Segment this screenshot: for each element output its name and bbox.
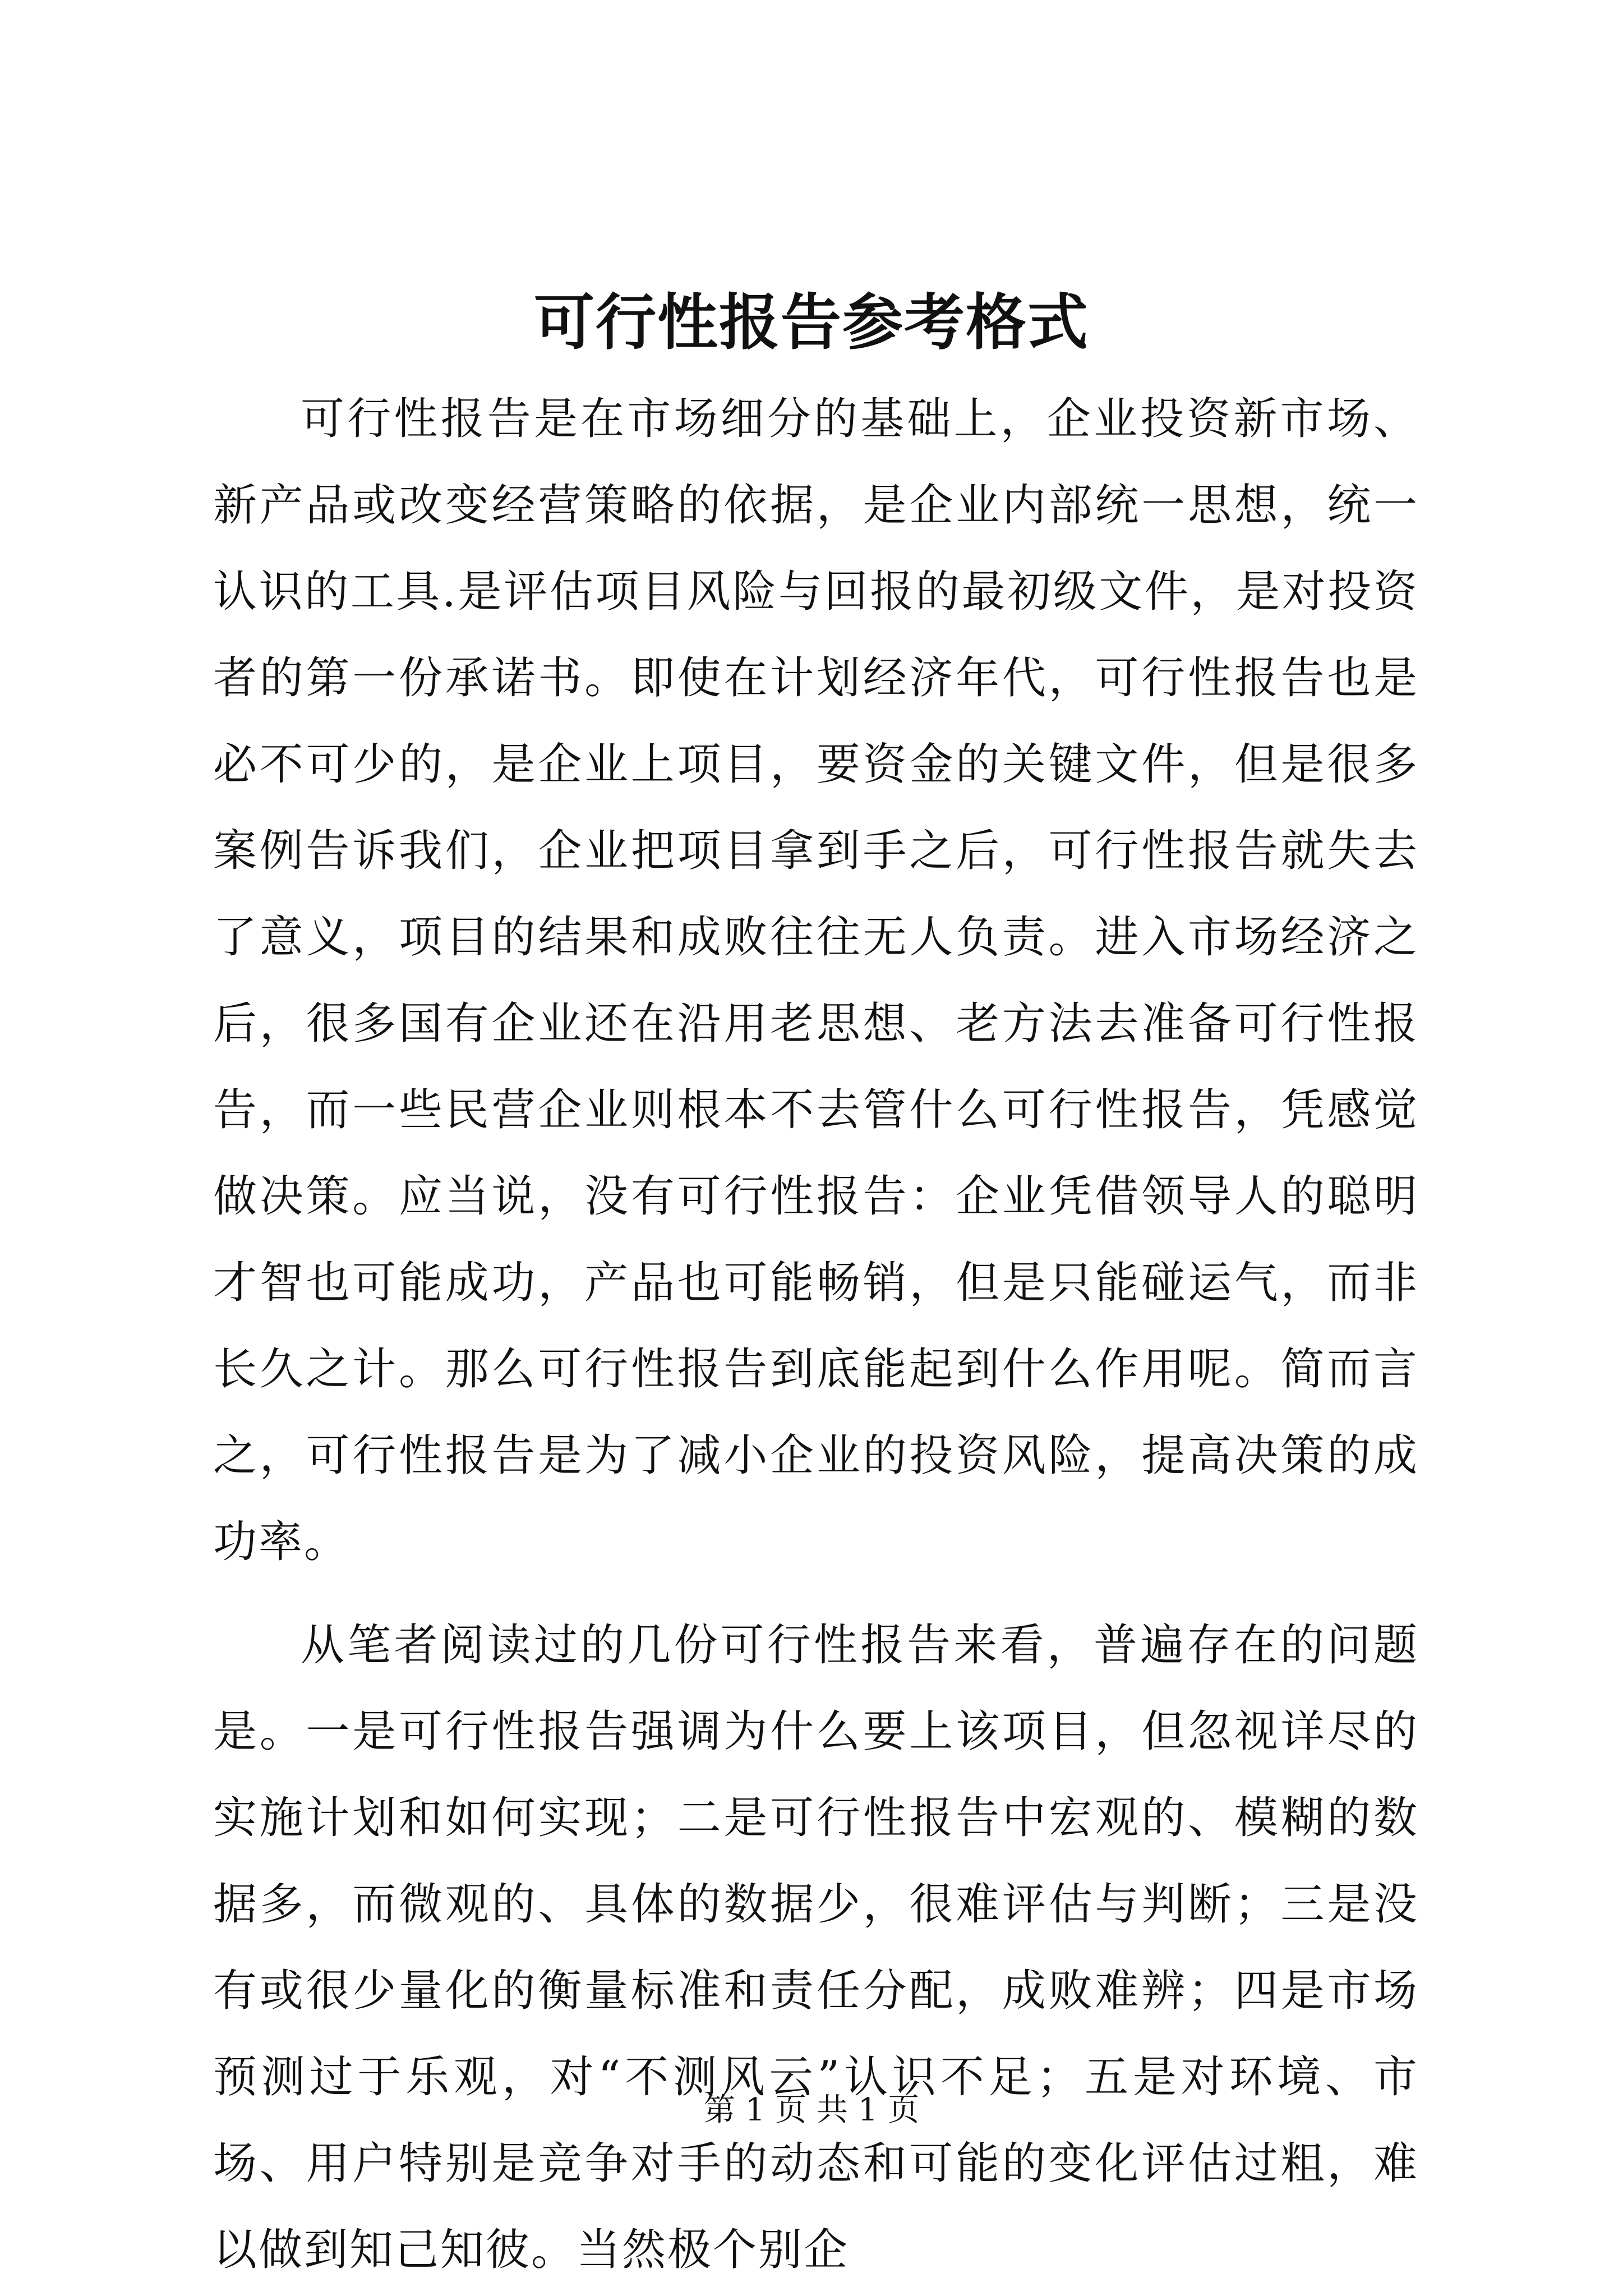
- document-body: [213, 376, 1419, 2293]
- page-footer: 第 1 页 共 1 页: [703, 2092, 920, 2128]
- body-paragraph-1: 可行性报告是在市场细分的基础上，企业投资新市场、新产品或改变经营策略的依据，是企业内部统一思想，统一认识的工具.是评估项目风险与回报的最初级文件，是对投资者的第一份承诺书。即使在计划经济年代，可行性报告也是必不可少的，是企业上项目，要资金的关键文件，但是很多案例告诉我们，企业把项目拿到手之后，可行性报告就失去了意义，项目的结果和成败往往无人负责。进入市场经济之后，很多国有企业还在沿用老思想、老方法去准备可行性报告，而一些民营企业则根本不去管什么可行性报告，凭感觉做决策。应当说，没有可行性报告：企业凭借领导人的聪明才智也可能成功，产品也可能畅销，但是只能碰运气，而非长久之计。那么可行性报告到底能起到什么作用呢。简而言之，可行性报告是为了减小企业的投资风险，提高决策的成功率。: [213, 394, 1419, 1567]
- document-title: 可行性报告参考格式: [533, 287, 1089, 358]
- body-paragraph-2: 从笔者阅读过的几份可行性报告来看，普遍存在的问题是。一是可行性报告强调为什么要上该项目，但忽视详尽的实施计划和如何实现；二是可行性报告中宏观的、模糊的数据多，而微观的、具体的数据少，很难评估与判断；三是没有或很少量化的衡量标准和责任分配，成败难辨；四是市场预测过于乐观，对“不测风云”认识不足；五是对环境、市场、用户特别是竞争对手的动态和可能的变化评估过粗，难以做到知己知彼。当然极个别企: [213, 1620, 1419, 2275]
